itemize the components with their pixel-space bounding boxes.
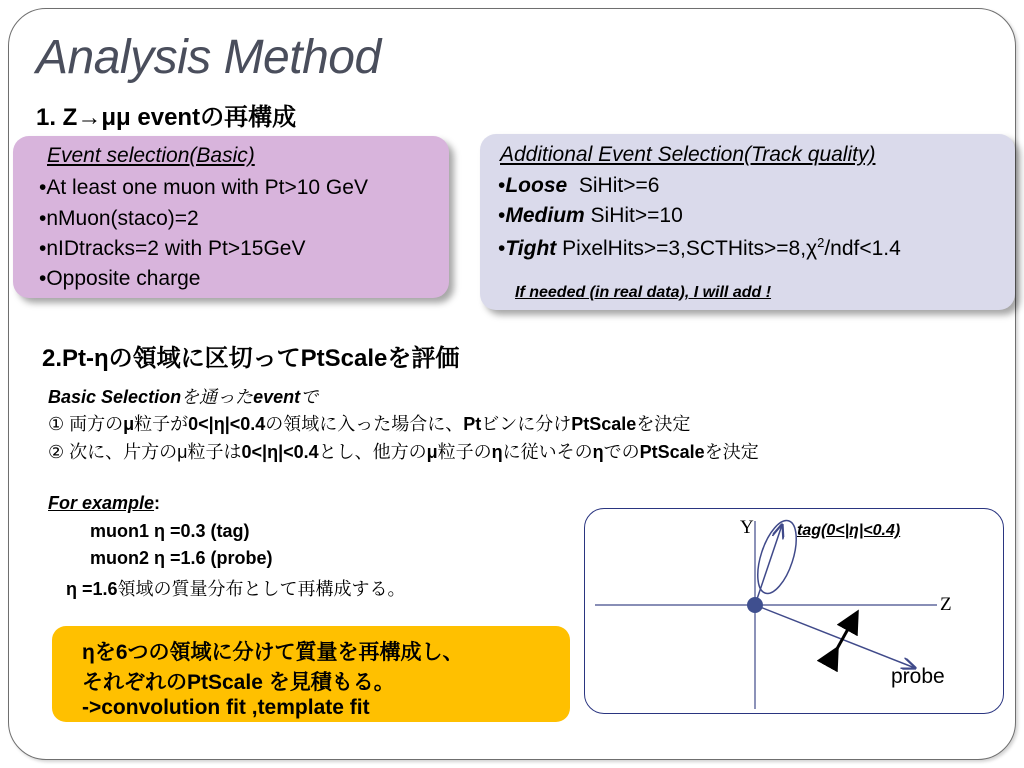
step2-text: を決定 — [704, 442, 759, 462]
additional-selection-heading: Additional Event Selection(Track quality) — [500, 143, 876, 166]
z-axis-label: Z — [940, 594, 952, 615]
step2-text: ② 次に、片方のμ粒子は — [48, 442, 242, 462]
tag-ellipse — [750, 516, 804, 598]
intro-basic-selection: Basic Selection — [48, 387, 182, 407]
step2-eta: η — [491, 442, 503, 462]
example-colon: : — [154, 493, 161, 513]
basic-selection-box — [13, 136, 449, 298]
step2-mu: μ — [426, 442, 438, 462]
step2-eta-range: 0<|η|<0.4 — [241, 442, 319, 462]
tight-value-suffix: /ndf<1.4 — [824, 237, 901, 260]
loose-label: Loose — [505, 174, 568, 197]
intro-suffix: で — [300, 387, 319, 407]
slide-title: Analysis Method — [36, 31, 381, 84]
section-1-heading: 1. Z→μμ eventの再構成 — [36, 104, 297, 131]
medium-criteria: •Medium SiHit>=10 — [498, 204, 683, 227]
example-conclusion — [66, 575, 406, 601]
conclusion-text: 領域の質量分布として再構成する。 — [117, 579, 406, 599]
summary-box — [52, 626, 570, 722]
example-heading — [48, 493, 160, 514]
step1-eta-range: 0<|η|<0.4 — [188, 414, 266, 434]
loose-value: SiHit>=6 — [578, 174, 660, 197]
step2-text: とし、他方の — [318, 442, 427, 462]
medium-value: SiHit>=10 — [590, 204, 683, 227]
summary-line-3: ->convolution fit ,template fit — [82, 696, 370, 719]
example-muon2: muon2 η =1.6 (probe) — [90, 548, 273, 568]
tight-criteria: •Tight $PixelHits>=3,SCTHits>=8,\chi^2/ndf<1.4$ — [498, 235, 901, 260]
loose-criteria: •Loose SiHit>=6 — [498, 174, 660, 197]
step1-text: ① 両方の — [48, 414, 124, 434]
conclusion-eta: η =1.6 — [66, 579, 118, 599]
tight-value: PixelHits>=3,SCTHits>=8,χ — [562, 237, 818, 260]
tight-label: Tight — [505, 237, 557, 260]
y-axis-label: Y — [740, 517, 754, 538]
procedure-step-1 — [48, 410, 690, 436]
section-2-heading: 2.Pt-ηの領域に区切ってPtScaleを評価 — [42, 345, 460, 372]
intro-text: を通った — [181, 387, 254, 407]
step1-ptscale: PtScale — [571, 414, 637, 434]
step1-pt: Pt — [463, 414, 482, 434]
tag-probe-diagram — [584, 508, 1004, 714]
resolution-double-arrow — [833, 620, 853, 656]
step2-eta: η — [592, 442, 604, 462]
additional-selection-box — [480, 134, 1015, 310]
basic-selection-item: •Opposite charge — [39, 267, 201, 290]
step2-text: 粒子の — [437, 442, 492, 462]
summary-line-1: ηを6つの領域に分けて質量を再構成し、 — [82, 641, 464, 664]
example-muon1: muon1 η =0.3 (tag) — [90, 521, 250, 541]
medium-label: Medium — [505, 204, 585, 227]
origin-dot — [747, 597, 763, 613]
tight-superscript: 2 — [817, 235, 825, 250]
step1-text: の領域に入った場合に、 — [265, 414, 464, 434]
summary-line-2: それぞれのPtScale を見積もる。 — [82, 671, 395, 694]
step2-text: での — [603, 442, 640, 462]
step1-text: 粒子が — [134, 414, 189, 434]
probe-arrow — [755, 605, 915, 668]
step1-text: を決定 — [636, 414, 691, 434]
step2-text: に従いその — [502, 442, 593, 462]
probe-label: probe — [891, 665, 945, 688]
example-label: For example — [48, 493, 155, 513]
step1-text: ビンに分け — [481, 414, 572, 434]
tag-label: tag(0<|η|<0.4) — [797, 522, 901, 539]
basic-selection-heading: Event selection(Basic) — [47, 144, 255, 167]
step2-ptscale: PtScale — [639, 442, 705, 462]
basic-selection-item: •nIDtracks=2 with Pt>15GeV — [39, 237, 306, 260]
intro-event: event — [253, 387, 301, 407]
basic-selection-item: •At least one muon with Pt>10 GeV — [39, 176, 368, 199]
basic-selection-item: •nMuon(staco)=2 — [39, 207, 199, 230]
procedure-intro — [48, 383, 318, 409]
step1-mu: μ — [123, 414, 135, 434]
additional-note: If needed (in real data), I will add ! — [515, 284, 772, 301]
procedure-step-2 — [48, 438, 759, 464]
